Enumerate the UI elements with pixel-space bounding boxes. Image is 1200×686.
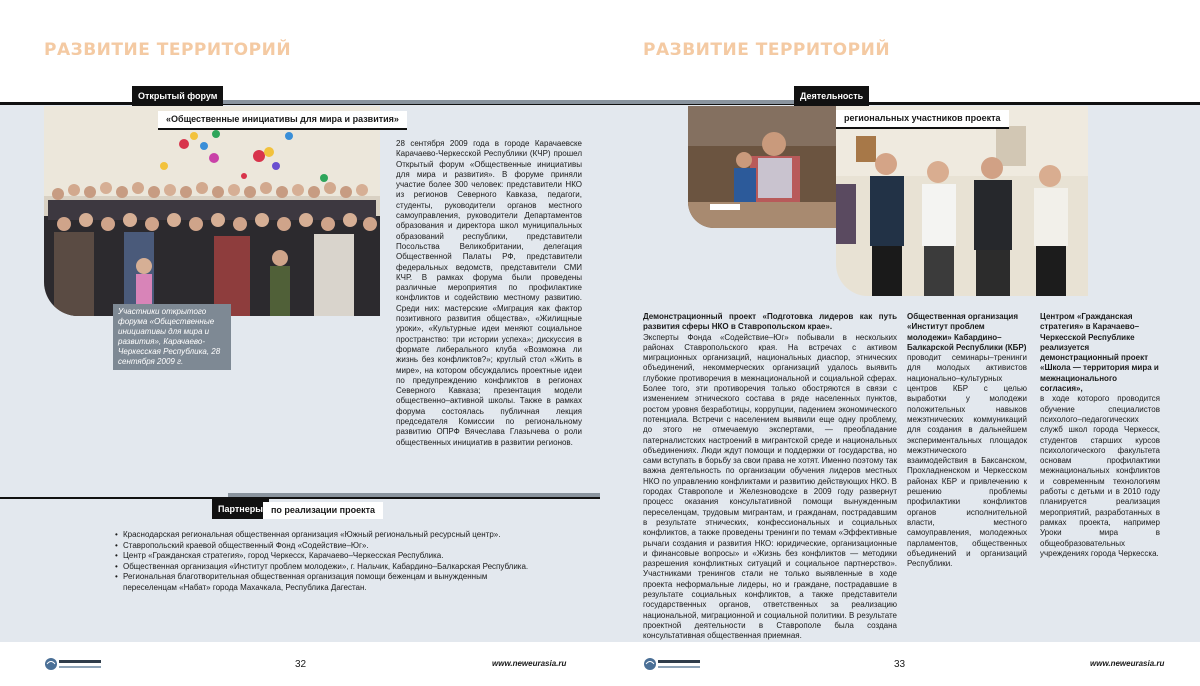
right-page-header: РАЗВИТИЕ ТЕРРИТОРИЙ — [643, 40, 891, 60]
project-3-text: в ходе которого проводится обучение специалистов психолого–педагогических служб школ города Черкесск, студентов старших курсов психологического факультета основам профилактики межнациональных конфликтов и современным технологиям работы с детьми и в 2010 году планируется реализация мероприятий, разработанных в рамках проекта, например Уроки мира в общеобразовательных учреждениях города Черкесска. — [1040, 394, 1160, 558]
page-number: 33 — [894, 659, 906, 670]
left-page-header: РАЗВИТИЕ ТЕРРИТОРИЙ — [44, 40, 292, 60]
forum-subtitle: «Общественные инициативы для мира и развития» — [158, 111, 407, 130]
site-url[interactable]: www.neweurasia.ru — [1090, 659, 1165, 668]
partners-title: по реализации проекта — [263, 502, 383, 519]
partners-list — [115, 530, 535, 593]
section-tag-open-forum: Открытый форум — [132, 86, 223, 106]
project-column-2 — [907, 312, 1027, 569]
project-2-title: Общественная организация «Институт проблем молодежи» Кабардино–Балкарской Республики (КБР) — [907, 312, 1027, 352]
page-number: 32 — [295, 659, 307, 670]
forum-article-text: 28 сентября 2009 года в городе Карачаевске Карачаево-Черкесской Республики (КЧР) прошел Открытый форум «Общественные инициативы для мира и развития». В форуме приняли участие более 300 человек: представители НКО из регионов Северного Кавказа, педагоги, студенты, руководители органов местного самоуправления, руководители Департаментов образования и директора школ муниципальных образований республики, представители Посольства Великобритании, делегация Общественной Палаты РФ, представители федеральных ведомств, представители СМИ КЧР. В рамках форума были проведены различные мероприятия по профилактике конфликтов и содействию местному развитию. Среди них: мастерские «Миграция как фактор позитивного развития общества», «Жилищные уроки», «Культурные идеи меняют социальное пространство: три истории успеха»; дискуссия в формате либерального клуба «Возможна ли жизнь без конфликтов?»; круглый стол «Жить в мире», на котором обсуждались проектные идеи по предупреждению конфликтов в регионах Северного Кавказа; презентация модели общественно–активной школы. Также в рамках форума состоялась публичная лекция председателя Комиссии по региональному развитию ОПРФ Вячеслава Глазычева о роли общественных инициатив в развитии регионов. — [396, 139, 582, 447]
partners-gray-rule — [228, 493, 600, 497]
section-tag-activity: Деятельность — [794, 86, 869, 106]
project-column-1 — [643, 312, 897, 642]
forum-group-photo — [44, 106, 380, 316]
left-gray-rule — [220, 100, 600, 104]
site-url[interactable]: www.neweurasia.ru — [492, 659, 567, 668]
project-3-title: Центром «Гражданская стратегия» в Карачаево–Черкесской Республике реализуется демонстрационный проект «Школа — территория мира и межнационального согласия», — [1040, 312, 1159, 394]
project-column-3 — [1040, 312, 1160, 559]
list-item: • Ставропольский краевой общественный Фонд «Содействие–Юг». — [115, 541, 535, 552]
right-gray-rule — [600, 100, 800, 104]
project-2-text: проводит семинары–тренинги для молодых активистов национально–культурных центров КБР с целью выработки у молодежи положительных навыков межэтнических коммуникаций для создания в дальнейшем экспериментальных площадок межэтнического взаимодействия в Баксанском, Прохладненском и Черкесском районах КБР и привлечению к решению проблемы профилактики конфликтов органов исполнительной власти, местного самоуправления, молодежных парламентов, общественных объединений и организаций Республики. — [907, 353, 1027, 569]
project-1-text: Эксперты Фонда «Содействие–Юг» побывали в нескольких районах Ставропольского края. На встречах с активом миграционных организаций, национальных диаспор, этнических объединений, некоммерческих организаций удалось выявить глубокие противоречия в межнациональной и социальной сферах. Более того, эти противоречия только обостряются в связи с изменением этнического состава в ряде населенных пунктов, ростом уровня безработицы, коррупции, падением экономического потенциала. Встречи с населением выявили еще одну проблему, до этого не отмечаемую экспертами, — преобладание патерналистских настроений в мигрантской среде и национальных объединениях. Люди ждут помощи и поддержки от государства, но сами вступать в борьбу за свои права не хотят. Именно поэтому так важна деятельность по организации обучения лидеров местных НКО по управлению конфликтами и развитию действующих НКО. В городах Ставрополе и Железноводске в 2009 году развернут процесс оказания консультативной помощи вынужденным переселенцам, трудовым мигрантам, и гражданам, пострадавшим в результате этнических, конфессиональных и социальных конфликтов, а также проведены тренинги по темам «Эффективные рычаги создания и развития НКО: юридические, организационные и финансовые вопросы» и «Жизнь без конфликтов — методики разрешения конфликтных ситуаций и социальное партнерство». Участниками тренингов стали не только выявленные в ходе проекта неформальные лидеры, но и граждане, пострадавшие в результате социальных конфликтов, а также представители государственных органов, ответственных за реализацию национальной, миграционной и социальной политики. В результате проектной деятельности в Ставрополе была создана консультативная общественная приемная. — [643, 332, 897, 641]
list-item: • Центр «Гражданская стратегия», город Черкесск, Карачаево–Черкесская Республика. — [115, 551, 535, 562]
list-item: • Краснодарская региональная общественная организация «Южный региональный ресурсный центр». — [115, 530, 535, 541]
participants-photo — [836, 106, 1088, 296]
new-eurasia-logo — [44, 656, 102, 672]
list-item: • Региональная благотворительная общественная организация помощи беженцам и вынужденным переселенцам «Набат» города Махачкала, Республика Дагестан. — [115, 572, 535, 593]
list-item: • Общественная организация «Институт проблем молодежи», г. Нальчик, Кабардино–Балкарская Республика. — [115, 562, 535, 573]
activity-subtitle: региональных участников проекта — [836, 110, 1009, 129]
meeting-photo — [688, 106, 838, 228]
partners-tag: Партнеры — [212, 499, 269, 519]
project-1-title: Демонстрационный проект «Подготовка лидеров как путь развития сферы НКО в Ставропольском крае». — [643, 312, 897, 332]
new-eurasia-logo — [643, 656, 701, 672]
partners-rule — [0, 497, 600, 499]
photo-caption: Участники открытого форума «Общественные инициативы для мира и развития», Карачаево-Черкесская Республика, 28 сентября 2009 г. — [113, 304, 231, 370]
